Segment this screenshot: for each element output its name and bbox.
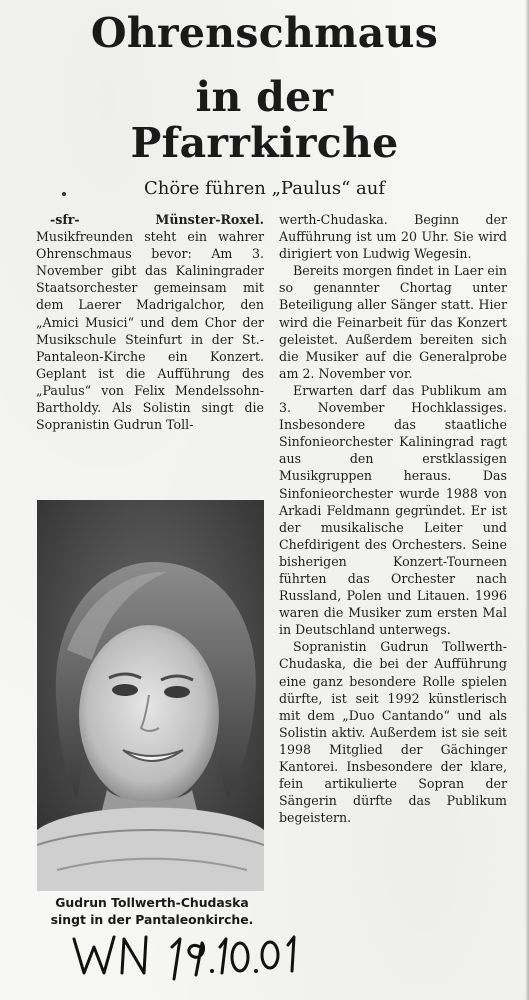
article-column-right	[279, 211, 507, 826]
portrait-image	[37, 500, 264, 891]
paragraph-intro-text: Musikfreunden steht ein wahrer Ohrenschmaus bevor: Am 3. November gibt das Kaliningrader Staatsorchester gemeinsam mit dem Laerer Madrigalchor, den „Amici Musici“ und dem Chor der Musikschule Steinfurt in der St.-Pantaleon-Kirche ein Konzert. Geplant ist die Aufführung des „Paulus“ von Felix Mendelssohn-Bartholdy. Als Solistin singt die Sopranistin Gudrun Toll-	[36, 229, 264, 433]
paragraph-continuation: werth-Chudaska. Beginn der Aufführung ist um 20 Uhr. Sie wird dirigiert von Ludwig Wegesin.	[279, 212, 507, 262]
dateline: -sfr- Münster-Roxel.	[50, 212, 264, 227]
article-column-left	[36, 211, 264, 433]
headline-line-1: Ohrenschmaus	[90, 9, 439, 57]
paragraph-orchestra: Erwarten darf das Publikum am 3. November Hochklassiges. Insbesondere das staatliche Sinfonieorchester Kaliningrad ragt aus den erstklassigen Musikgruppen heraus. Das Sinfonieorchester wurde 1988 von Arkadi Feldmann gegründet. Er ist der musikalische Leiter und Chefdirigent des Orchesters. Seine bisherigen Konzert-Tourneen führten das Orchester nach Russland, Polen und Litauen. 1996 waren die Musiker zum ersten Mal in Deutschland unterwegs.	[279, 382, 507, 638]
paragraph-intro	[36, 211, 264, 433]
headline-line-2: in der	[195, 73, 334, 121]
paragraph-chortag: Bereits morgen findet in Laer ein so genannter Chortag unter Beteiligung aller Sänger statt. Hier wird die Feinarbeit für das Konzert geleistet. Außerdem bereiten sich die Musiker auf die Generalprobe am 2. November vor.	[279, 263, 507, 381]
handwritten-date-note	[70, 925, 310, 985]
paragraph-soprano: Sopranistin Gudrun Tollwerth-Chudaska, die bei der Aufführung eine ganz besondere Rolle spielen dürfte, ist seit 1992 künstlerisch mit dem „Duo Cantando“ und als Solistin aktiv. Außerdem ist sie seit 1998 Mitglied der Gächinger Kantorei. Insbesondere der klare, fein artikulierte Sopran der Sängerin dürfte das Publikum begeistern.	[279, 639, 507, 826]
photo-caption	[36, 894, 268, 928]
portrait-photo	[37, 500, 264, 891]
photo-caption-line-2: singt in der Pantaleonkirche.	[50, 912, 254, 927]
headline-line-3: Pfarrkirche	[130, 119, 399, 167]
subheadline: Chöre führen „Paulus“ auf	[143, 178, 386, 199]
photo-caption-line-1: Gudrun Tollwerth-Chudaska	[55, 895, 249, 910]
